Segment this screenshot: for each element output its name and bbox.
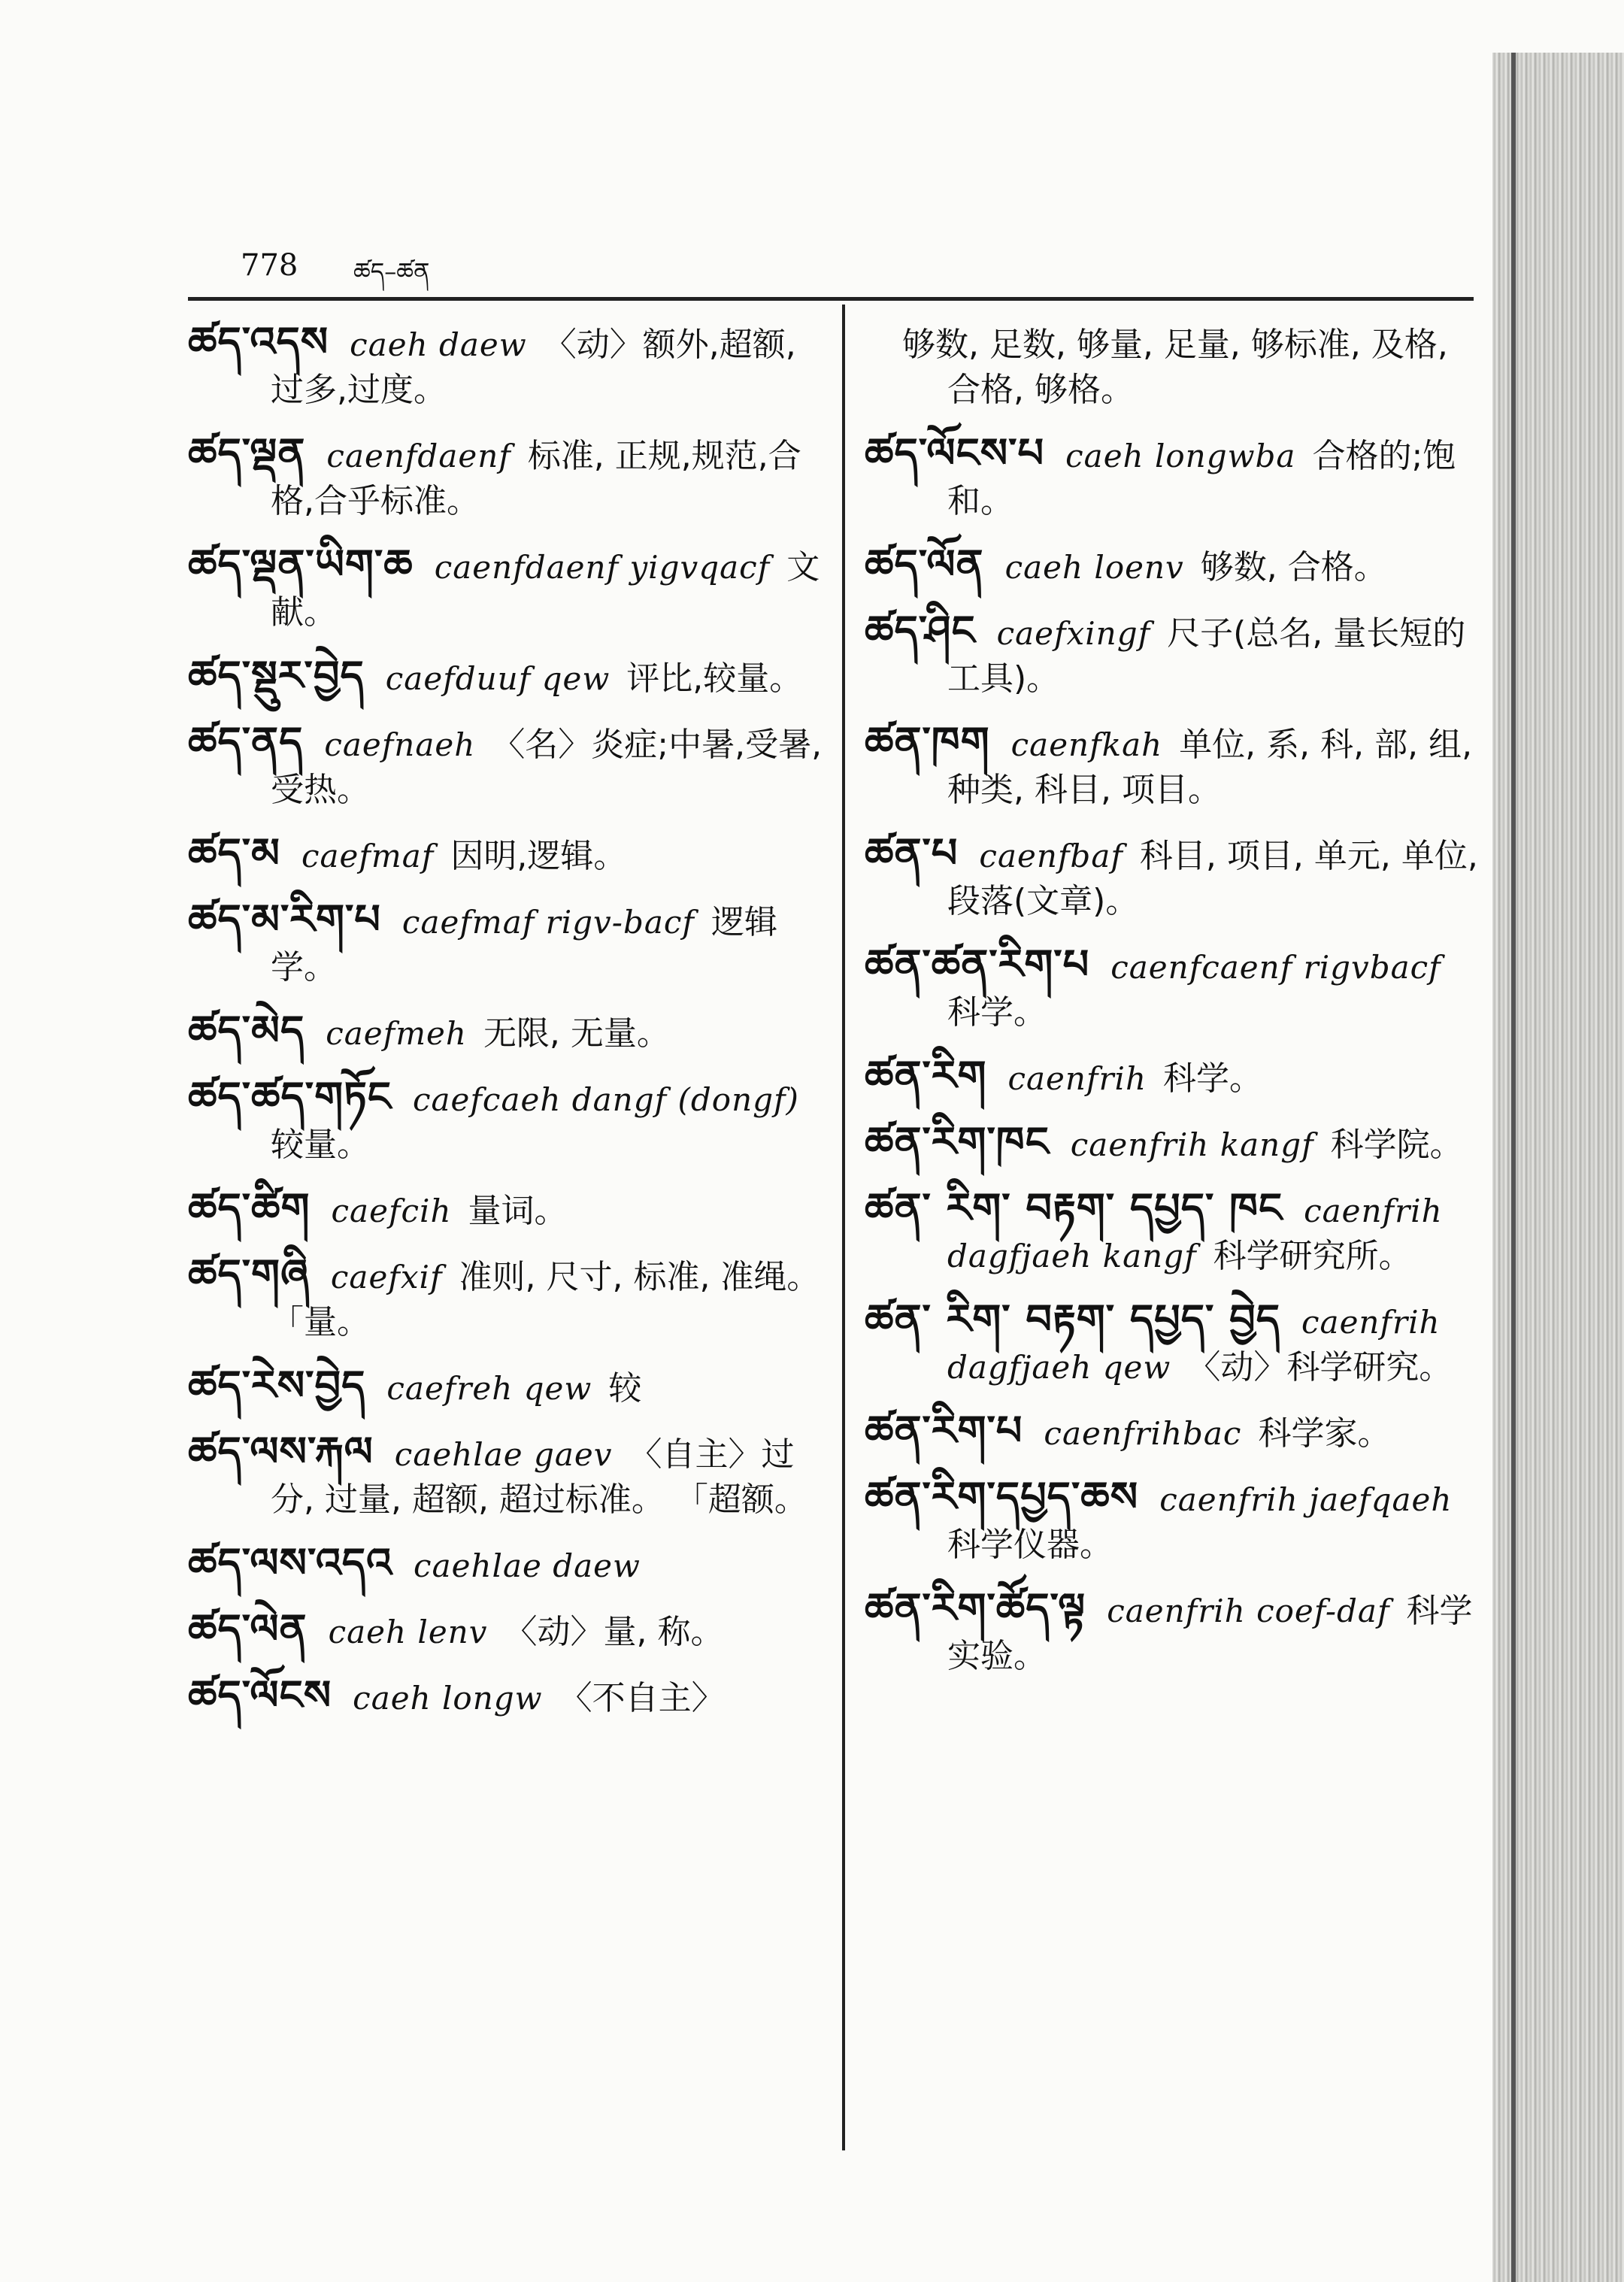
entry-headword: ཚན་རིག bbox=[865, 1052, 987, 1099]
page-number: 778 bbox=[241, 248, 298, 283]
entry-definition: 量词。 bbox=[468, 1192, 568, 1230]
header-rule bbox=[188, 297, 1474, 301]
entry-headword: ཚད་ལྡན་ཡིག་ཆ bbox=[188, 541, 414, 588]
entry-romanization: caenfrih dagfjaeh qew bbox=[947, 1304, 1441, 1386]
entry-romanization: caefcaeh dangf (dongf) bbox=[412, 1081, 799, 1118]
entry-definition: 无限, 无量。 bbox=[483, 1014, 670, 1053]
entry-romanization: caefmeh bbox=[326, 1015, 467, 1052]
entry-headword: ཚད་ལོངས་པ bbox=[865, 429, 1045, 477]
entry-headword: ཚན་ཁག bbox=[865, 718, 990, 765]
dictionary-entry bbox=[865, 1186, 1489, 1279]
dictionary-entry bbox=[188, 720, 823, 813]
entry-headword: ཚད་ཚད་གཏོང bbox=[188, 1073, 392, 1120]
dictionary-entry bbox=[865, 1408, 1489, 1456]
entry-definition: 〈动〉额外,超额,过多,过度。 bbox=[271, 326, 796, 409]
entry-definition: 〈自主〉过分, 过量, 超额, 超过标准。 「超额。 bbox=[271, 1435, 807, 1519]
dictionary-entry bbox=[865, 608, 1489, 702]
entry-definition: 够数, 合格。 bbox=[1200, 548, 1387, 586]
entry-definition: 评比,较量。 bbox=[626, 659, 803, 698]
entry-definition: 科目, 项目, 单元, 单位, 段落(文章)。 bbox=[947, 837, 1478, 920]
entry-romanization: caenfrihbac bbox=[1044, 1415, 1242, 1452]
entry-definition: 〈名〉炎症;中暑,受暑,受热。 bbox=[271, 726, 823, 809]
dictionary-entry bbox=[188, 831, 823, 879]
entry-headword: ཚན་ རིག་ བརྟག་ དཔྱད་ བྱེད bbox=[865, 1296, 1281, 1343]
entry-headword: ཚད་ལོན bbox=[865, 541, 984, 588]
entry-romanization: caefcih bbox=[331, 1193, 452, 1229]
entry-definition: 科学实验。 bbox=[947, 1592, 1473, 1675]
column-divider bbox=[842, 305, 845, 2150]
running-head: ཚད–ཚན bbox=[353, 257, 430, 286]
entry-headword: ཚད་ལོངས bbox=[188, 1671, 332, 1719]
entry-romanization: caefxif bbox=[330, 1259, 443, 1296]
dictionary-entry bbox=[865, 720, 1489, 813]
entry-definition: 较量。 bbox=[271, 1126, 370, 1164]
entry-romanization: caeh longw bbox=[353, 1680, 543, 1717]
entry-definition: 准则, 尺寸, 标准, 准绳。 「量。 bbox=[271, 1258, 820, 1341]
entry-headword: ཚད་མ bbox=[188, 829, 280, 877]
dictionary-entry bbox=[865, 431, 1489, 524]
entry-romanization: caenfrih kangf bbox=[1070, 1126, 1314, 1163]
entry-romanization: caenfrih jaefqaeh bbox=[1159, 1481, 1453, 1518]
entry-headword: ཚད་རེས་བྱེད bbox=[188, 1362, 366, 1409]
entry-romanization: caenfkah bbox=[1010, 726, 1163, 763]
dictionary-entry bbox=[188, 1252, 823, 1345]
entry-romanization: caenfrih dagfjaeh kangf bbox=[947, 1193, 1443, 1274]
entry-definition: 〈动〉科学研究。 bbox=[1187, 1348, 1453, 1386]
dictionary-entry bbox=[188, 1429, 823, 1523]
entry-headword: ཚད་ལྡན bbox=[188, 429, 306, 477]
entry-definition: 科学。 bbox=[947, 993, 1047, 1032]
entry-headword: ཚན་པ bbox=[865, 829, 959, 877]
entry-definition: 尺子(总名, 量长短的工具)。 bbox=[947, 614, 1466, 698]
entry-definition: 科学研究所。 bbox=[1213, 1237, 1412, 1275]
dictionary-entry bbox=[865, 942, 1489, 1035]
entry-headword: ཚད་སྡུར་བྱེད bbox=[188, 652, 365, 699]
entry-romanization: caehlae gaev bbox=[394, 1436, 613, 1473]
dictionary-entry bbox=[188, 1363, 823, 1411]
entry-definition: 够数, 足数, 够量, 足量, 够标准, 及格, 合格, 够格。 bbox=[902, 326, 1448, 409]
dictionary-entry bbox=[188, 1008, 823, 1056]
entry-definition: 逻辑学。 bbox=[271, 903, 777, 986]
entry-romanization: caehlae daew bbox=[414, 1547, 641, 1584]
entry-romanization: caeh longwba bbox=[1065, 438, 1296, 474]
dictionary-entry bbox=[865, 542, 1489, 590]
entry-definition: 科学仪器。 bbox=[947, 1526, 1113, 1564]
entry-headword: ཚད་འདས bbox=[188, 318, 329, 365]
entry-headword: ཚད་ལས་རྐལ bbox=[188, 1428, 374, 1475]
entry-headword: ཚད་ཤིང bbox=[865, 607, 976, 654]
entry-romanization: caenfcaenf rigvbacf bbox=[1110, 949, 1441, 986]
entry-romanization: caeh lenv bbox=[328, 1614, 488, 1650]
entry-definition: 科学。 bbox=[1163, 1059, 1263, 1098]
entry-romanization: caefxingf bbox=[996, 615, 1151, 652]
left-column bbox=[188, 320, 823, 1739]
dictionary-entry bbox=[865, 831, 1489, 924]
entry-romanization: caefreh qew bbox=[386, 1370, 592, 1407]
entry-romanization: caenfrih bbox=[1007, 1060, 1147, 1097]
entry-headword: ཚན་རིག་པ bbox=[865, 1407, 1023, 1454]
entry-romanization: caefnaeh bbox=[324, 726, 476, 763]
entry-definition: 单位, 系, 科, 部, 组, 种类, 科目, 项目。 bbox=[947, 726, 1473, 809]
entry-headword: ཚད་ཚིག bbox=[188, 1184, 311, 1232]
entry-headword: ཚད་ལེན bbox=[188, 1605, 308, 1653]
entry-headword: ཚན་ཚན་རིག་པ bbox=[865, 941, 1090, 988]
right-column bbox=[865, 320, 1489, 1697]
dictionary-entry bbox=[188, 320, 823, 413]
entry-definition: 科学院。 bbox=[1330, 1126, 1463, 1164]
entry-definition: 标准, 正规,规范,合格,合乎标准。 bbox=[271, 437, 801, 520]
dictionary-entry bbox=[865, 1586, 1489, 1679]
entry-headword: ཚན་ རིག་ བརྟག་ དཔྱད་ ཁང bbox=[865, 1184, 1283, 1232]
dictionary-entry bbox=[188, 1186, 823, 1234]
entry-romanization: caenfbaf bbox=[979, 838, 1123, 874]
entry-romanization: caenfrih coef-daf bbox=[1107, 1593, 1390, 1629]
dictionary-entry bbox=[188, 897, 823, 990]
dictionary-entry bbox=[865, 1120, 1489, 1168]
entry-romanization: caefmaf bbox=[301, 838, 435, 874]
dictionary-entry bbox=[188, 653, 823, 702]
entry-definition: 〈不自主〉 bbox=[559, 1679, 725, 1717]
entry-definition: 文献。 bbox=[271, 548, 820, 632]
entry-headword: ཚན་རིག་ཚོད་ལྟ bbox=[865, 1584, 1086, 1632]
entry-definition: 较 bbox=[608, 1369, 642, 1408]
entry-headword: ཚན་རིག་དཔྱད་ཆས bbox=[865, 1473, 1139, 1520]
entry-romanization: caeh daew bbox=[350, 326, 527, 363]
book-spine-edge bbox=[1511, 53, 1516, 2282]
dictionary-entry bbox=[188, 542, 823, 635]
entry-headword: ཚད་མེད bbox=[188, 1007, 305, 1054]
dictionary-entry bbox=[188, 1607, 823, 1655]
entry-definition: 科学家。 bbox=[1258, 1414, 1391, 1453]
entry-romanization: caenfdaenf yigvqacf bbox=[434, 549, 771, 586]
entry-romanization: caefmaf rigv-bacf bbox=[401, 904, 695, 941]
entry-headword: ཚད་ནད bbox=[188, 718, 304, 765]
dictionary-entry bbox=[188, 1074, 823, 1168]
entry-definition: 因明,逻辑。 bbox=[450, 837, 627, 875]
entry-headword: ཚན་རིག་ཁང bbox=[865, 1118, 1050, 1165]
dictionary-entry bbox=[865, 1297, 1489, 1390]
entry-definition: 合格的;饱和。 bbox=[947, 437, 1456, 520]
entry-romanization: caefduuf qew bbox=[385, 660, 611, 697]
entry-romanization: caeh loenv bbox=[1004, 549, 1184, 586]
entry-headword: ཚད་གཞི bbox=[188, 1250, 310, 1298]
entry-romanization: caenfdaenf bbox=[326, 438, 511, 474]
dictionary-entry bbox=[188, 431, 823, 524]
dictionary-entry bbox=[865, 320, 1489, 413]
entry-headword: ཚད་ལས་འདའ bbox=[188, 1539, 393, 1586]
dictionary-entry bbox=[188, 1541, 823, 1589]
entry-headword: ཚད་མ་རིག་པ bbox=[188, 896, 381, 943]
dictionary-entry bbox=[188, 1673, 823, 1721]
dictionary-entry bbox=[865, 1474, 1489, 1568]
entry-definition: 〈动〉量, 称。 bbox=[504, 1613, 724, 1651]
dictionary-entry bbox=[865, 1053, 1489, 1102]
